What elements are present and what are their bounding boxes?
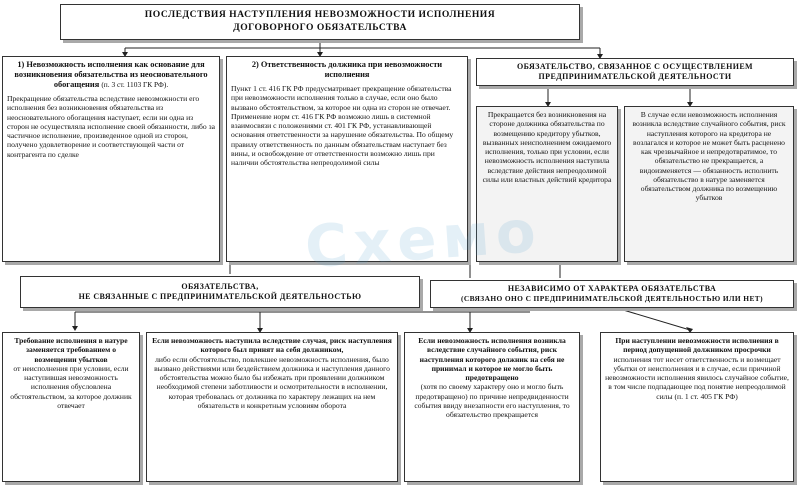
box-unjust-enrichment [2,56,220,262]
damages-claim-heading: Требование исполнения в натуре заменяется требованием о возмещении убытков [14,336,128,364]
title-line-1: ПОСЛЕДСТВИЯ НАСТУПЛЕНИЯ НЕВОЗМОЖНОСТИ ИСПОЛНЕНИЯ [144,9,496,20]
risk-accepted-text: либо если обстоятельство, повлекшее невозможность исполнения, было вызвано действиями или бездействием должника и наступления данного обстоятельства можно было бы избежать при проявлении должником необходимой степени заботливости и осмотрительности в исполнении, которая требовалась от должника по характеру лежащих на нем обязательств и конкретным условиям оборота [154,354,390,410]
box-random-event-termination [404,332,580,482]
box-random-event [624,106,794,262]
box-risk-accepted [146,332,398,482]
delay-liability-heading: При наступлении невозможности исполнения в период допущенной должником просрочки [615,336,779,355]
diagram-title [60,4,580,40]
box-damages-claim [2,332,140,482]
delay-liability-text: исполнения тот несет ответственность и возмещает убытки от неисполнения и в случае, если причиной невозможности исполнения явилось случайное событие, в том числе подпадающее под понятие непреодолимой силы (п. 1 ст. 405 ГК РФ) [605,354,789,401]
random-termination-text: (хотя по своему характеру оно и могло быть предотвращено) по причине непредвиденности события ввиду внезапности его наступления, то обязательство прекращается [414,382,570,419]
independent-line-2: (СВЯЗАНО ОНО С ПРЕДПРИНИМАТЕЛЬСКОЙ ДЕЯТЕЛЬНОСТЬЮ ИЛИ НЕТ) [461,294,763,304]
non-entrepreneurial-line-1: ОБЯЗАТЕЛЬСТВА, [181,282,259,291]
box-force-majeure-text: Прекращается без возникновения на стороне должника обязательства по возмещению кредитору убытков, вызванных неисполнением ожидаемого исполнения, только при условии, если невозможность исполнения наступила вследствие действия непреодолимой силы или властных действий кредитора [482,110,612,184]
independent-line-1: НЕЗАВИСИМО ОТ ХАРАКТЕРА ОБЯЗАТЕЛЬСТВА [507,284,717,293]
box-unjust-enrichment-text: Прекращение обязательства вследствие невозможности его исполнения без возникновения обязательства из неосновательного обогащения наступает, если ни одна из сторон не осуществляла исполнение своей обязанности, либо за частичное исполнение, произведенное одной из сторон, получено удовлетворение и соответствующей части от контрагента по сделке [7,94,215,159]
box-debtor-liability-heading: 2) Ответственность должника при невозможности исполнения [251,60,443,80]
box-random-event-text: В случае если невозможность исполнения возникла вследствие случайного события, риск наступления которого на кредитора не возлагался и которое не может быть расценено как чрезвычайное и непредотвратимое, то обязательство не прекращается, а видоизменяется — обязанность исполнить обязательство в натуре заменяется обязательством должника по возмещению убытков [632,110,786,203]
box-debtor-liability [226,56,468,262]
box-delay-liability [600,332,794,482]
box-force-majeure [476,106,618,262]
box-unjust-enrichment-heading [7,60,215,90]
box-debtor-liability-text: Пункт 1 ст. 416 ГК РФ предусматривает прекращение обязательства при невозможности исполнения только в случае, если оно было вызвано обстоятельством, за которое ни одна из сторон не отвечает. Применение норм ст. 416 ГК РФ возможно лишь в системной взаимосвязи с положениями ст. 401 ГК РФ, устанавливающей основания ответственности за нарушение обязательства. По общему правилу ответственность по данным обязательствам наступает без вины, и освобождение от ответственности возможно лишь при наличии обстоятельства непреодолимой силы [231,84,454,168]
box-non-entrepreneurial [20,276,420,308]
heading-reference: (п. 3 ст. 1103 ГК РФ). [101,80,169,90]
title-line-2: ДОГОВОРНОГО ОБЯЗАТЕЛЬСТВА [233,21,407,33]
risk-accepted-heading: Если невозможность наступила вследствие случая, риск наступления которого был принят на себя должником, [152,336,392,355]
box-independent-of-nature [430,280,794,308]
box-entrepreneurial-obligation [476,58,794,86]
heading-text: 1) Невозможность исполнения как основание для возникновения обязательства из неосновательного обогащения [14,60,208,90]
random-termination-heading: Если невозможность исполнения возникла вследствие случайного события, риск наступления которого должник на себя не принимал и которое не могло быть предотвращено [418,336,566,382]
damages-claim-text: от неисполнения при условии, если наступившая невозможность исполнения обусловлена обстоятельством, за которое должник отвечает [10,363,132,410]
non-entrepreneurial-line-2: НЕ СВЯЗАННЫЕ С ПРЕДПРИНИМАТЕЛЬСКОЙ ДЕЯТЕЛЬНОСТЬЮ [78,292,362,302]
box-entrepreneurial-heading: ОБЯЗАТЕЛЬСТВО, СВЯЗАННОЕ С ОСУЩЕСТВЛЕНИЕМ ПРЕДПРИНИМАТЕЛЬСКОЙ ДЕЯТЕЛЬНОСТИ [516,62,754,82]
